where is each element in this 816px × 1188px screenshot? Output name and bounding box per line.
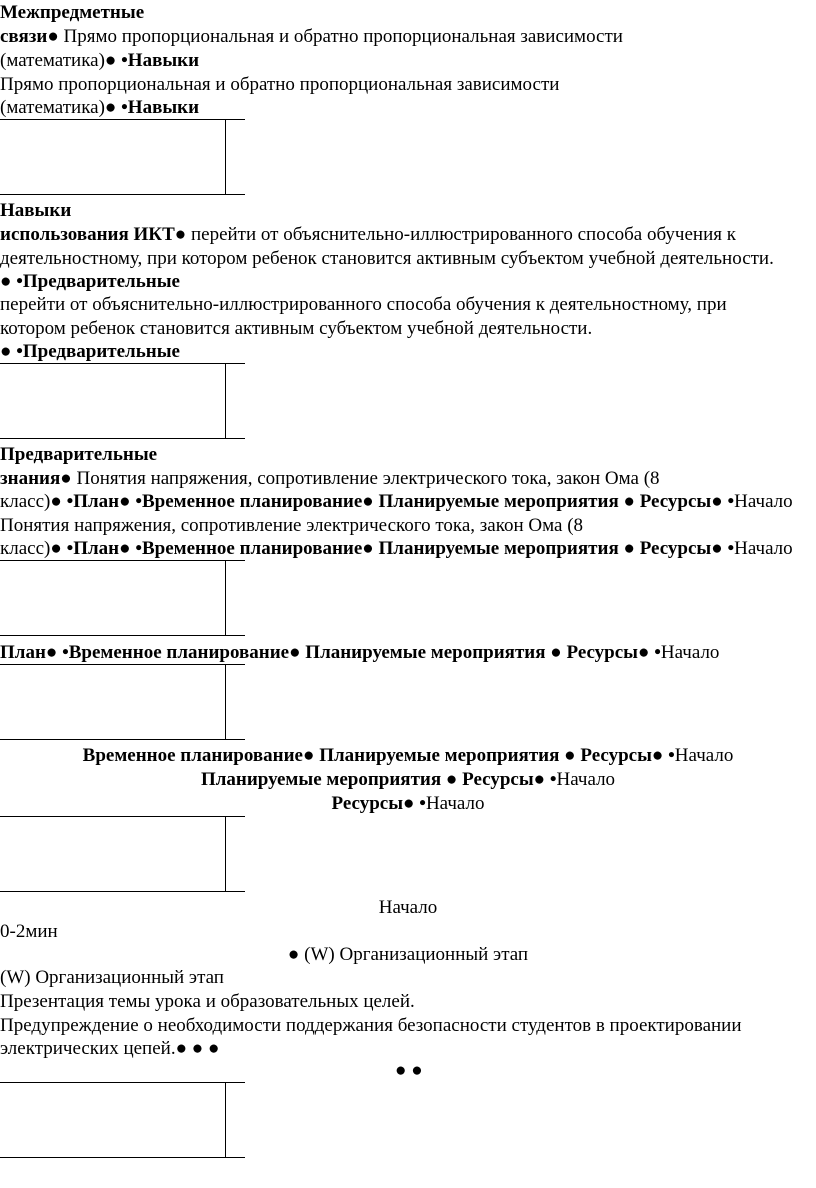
bracket-box bbox=[0, 816, 245, 892]
text-line: Предупреждение о необходимости поддержания безопасности студентов в проектировании bbox=[0, 1015, 742, 1036]
bracket-box bbox=[0, 664, 245, 740]
text-line: электрических цепей.● ● ● bbox=[0, 1038, 220, 1059]
text-line: Начало bbox=[378, 897, 438, 918]
text-line: 0-2мин bbox=[0, 921, 58, 942]
bracket-box bbox=[0, 363, 245, 439]
text-line: использования ИКТ● перейти от объяснительно-иллюстрированного способа обучения к bbox=[0, 224, 736, 245]
text-line: деятельностному, при котором ребенок становится активным субъектом учебной деятельности. bbox=[0, 248, 774, 269]
text-line: Прямо пропорциональная и обратно пропорциональная зависимости bbox=[0, 74, 560, 95]
heading-predvaritelnye: Предварительные bbox=[0, 444, 158, 465]
text-line: (математика)● •Навыки bbox=[0, 97, 200, 118]
text-line: Планируемые мероприятия ● Ресурсы● •Начало bbox=[200, 769, 616, 790]
text-line: связи● Прямо пропорциональная и обратно пропорциональная зависимости bbox=[0, 26, 623, 47]
text-line: Ресурсы● •Начало bbox=[331, 793, 485, 814]
text-line: (W) Организационный этап bbox=[0, 967, 224, 988]
text-line: ● (W) Организационный этап bbox=[287, 944, 529, 965]
bracket-box bbox=[0, 119, 245, 195]
text-line: ● •Предварительные bbox=[0, 271, 180, 292]
bullet-dots: ● ● bbox=[395, 1060, 423, 1081]
text-line: класс)● •План● •Временное планирование● Планируемые мероприятия ● Ресурсы● •Начало bbox=[0, 538, 793, 559]
text-line: знания● Понятия напряжения, сопротивление электрического тока, закон Ома (8 bbox=[0, 468, 660, 489]
text-line: класс)● •План● •Временное планирование● Планируемые мероприятия ● Ресурсы● •Начало bbox=[0, 491, 793, 512]
text-line: Презентация темы урока и образовательных целей. bbox=[0, 991, 415, 1012]
text-line: перейти от объяснительно-иллюстрированного способа обучения к деятельностному, при bbox=[0, 294, 727, 315]
text-line: ● •Предварительные bbox=[0, 341, 180, 362]
heading-navyki: Навыки bbox=[0, 200, 72, 221]
text-line: План● •Временное планирование● Планируемые мероприятия ● Ресурсы● •Начало bbox=[0, 642, 720, 663]
bracket-box bbox=[0, 560, 245, 636]
text-line: (математика)● •Навыки bbox=[0, 50, 200, 71]
text-line: Временное планирование● Планируемые мероприятия ● Ресурсы● •Начало bbox=[82, 745, 734, 766]
heading-mezhpredmetnye: Межпредметные bbox=[0, 2, 145, 23]
text-line: Понятия напряжения, сопротивление электрического тока, закон Ома (8 bbox=[0, 515, 584, 536]
bracket-box bbox=[0, 1082, 245, 1158]
text-line: котором ребенок становится активным субъектом учебной деятельности. bbox=[0, 318, 593, 339]
